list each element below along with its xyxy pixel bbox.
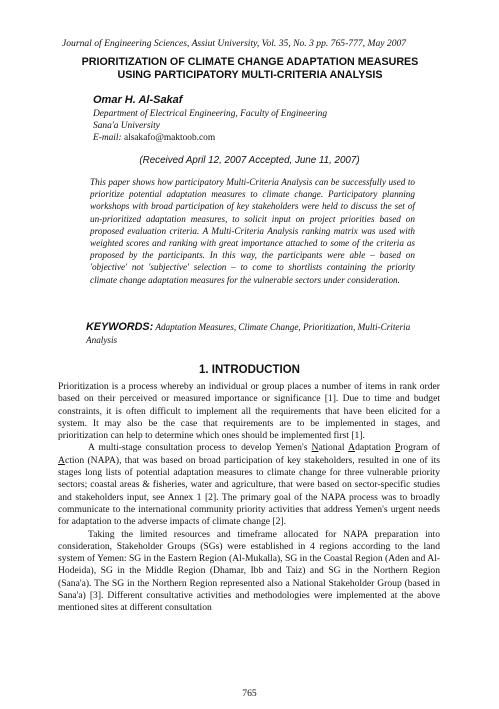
author-email[interactable]: alsakafo@maktoob.com [123, 133, 216, 143]
page-number: 765 [242, 688, 257, 699]
email-label: E-mail: [93, 133, 122, 143]
title-line-2: USING PARTICIPATORY MULTI-CRITERIA ANALYSIS [117, 69, 383, 81]
paragraph-2: A multi-stage consultation process to develop Yemen's National Adaptation Program of Action (NAPA), that was based on broad participation of key stakeholders, resulted in one of its stages long lists of potential adaptation measures to climate change for three vulnerable priority sectors; coastal areas & fisheries, water and agriculture, that were based on sector-specific studies and stakeholders input, see Annex 1 [2]. The primary goal of the NAPA process was to broadly communicate to the international community priority activities that address Yemen's urgent needs for adaptation to the adverse impacts of climate change [2]. [58, 442, 440, 528]
journal-header: Journal of Engineering Sciences, Assiut University, Vol. 35, No. 3 pp. 765-777, May 2007 [62, 38, 407, 49]
section-heading-introduction: 1. INTRODUCTION [199, 364, 300, 376]
keywords [86, 321, 426, 346]
keywords-list: Adaptation Measures, Climate Change, Prioritization, Multi-Criteria Analysis [86, 322, 411, 345]
introduction-body [58, 381, 440, 615]
author-email-line [93, 133, 215, 145]
received-accepted-dates: (Received April 12, 2007 Accepted, June 11, 2007) [139, 155, 360, 166]
paper-title [50, 56, 450, 82]
paragraph-3: Taking the limited resources and timeframe allocated for NAPA preparation into consideration, Stakeholder Groups (SGs) were established in 4 regions according to the land system of Yemen: SG in the Eastern Region (Al-Mukalla), SG in the Coastal Region (Aden and Al-Hodeida), SG in the Middle Region (Dhamar, Ibb and Taiz) and SG in the Northern Region (Sana'a). The SG in the Northern Region represented also a National Stakeholder Group (based in Sana'a) [3]. Different consultative activities and methodologies were implemented at the above mentioned sites at different consultation [58, 528, 440, 614]
author-department: Department of Electrical Engineering, Faculty of Engineering [93, 109, 328, 119]
paragraph-1: Prioritization is a process whereby an individual or group places a number of items in rank order based on their perceived or measured importance or significance [1]. Due to time and budget constraints, it is often difficult to implement all the requirements that have been elicited for a system. It may also be the case that requirements are to be implemented in stages, and prioritization can help to determine which ones should be implemented first [1]. [58, 381, 440, 442]
author-name: Omar H. Al-Sakaf [93, 94, 183, 106]
author-university: Sana'a University [93, 121, 160, 131]
abstract: This paper shows how participatory Multi-Criteria Analysis can be successfully used to prioritize potential adaptation measures to climate change. Participatory planning workshops with broad participation of key stakeholders were held to discuss the set of un-prioritized adaptation measures, to solicit input on project priorities based on proposed evaluation criteria. A Multi-Criteria Analysis ranking matrix was used with weighted scores and ranking with great importance attached to some of the criteria as proposed by the participants. In this way, the participants were able – based on 'objective' not 'subjective' selection – to come to shortlists containing the priority climate change adaptation measures for the vulnerable sectors under consideration. [90, 177, 415, 285]
title-line-1: PRIORITIZATION OF CLIMATE CHANGE ADAPTATION MEASURES [81, 56, 419, 68]
keywords-label: KEYWORDS: [86, 321, 154, 333]
